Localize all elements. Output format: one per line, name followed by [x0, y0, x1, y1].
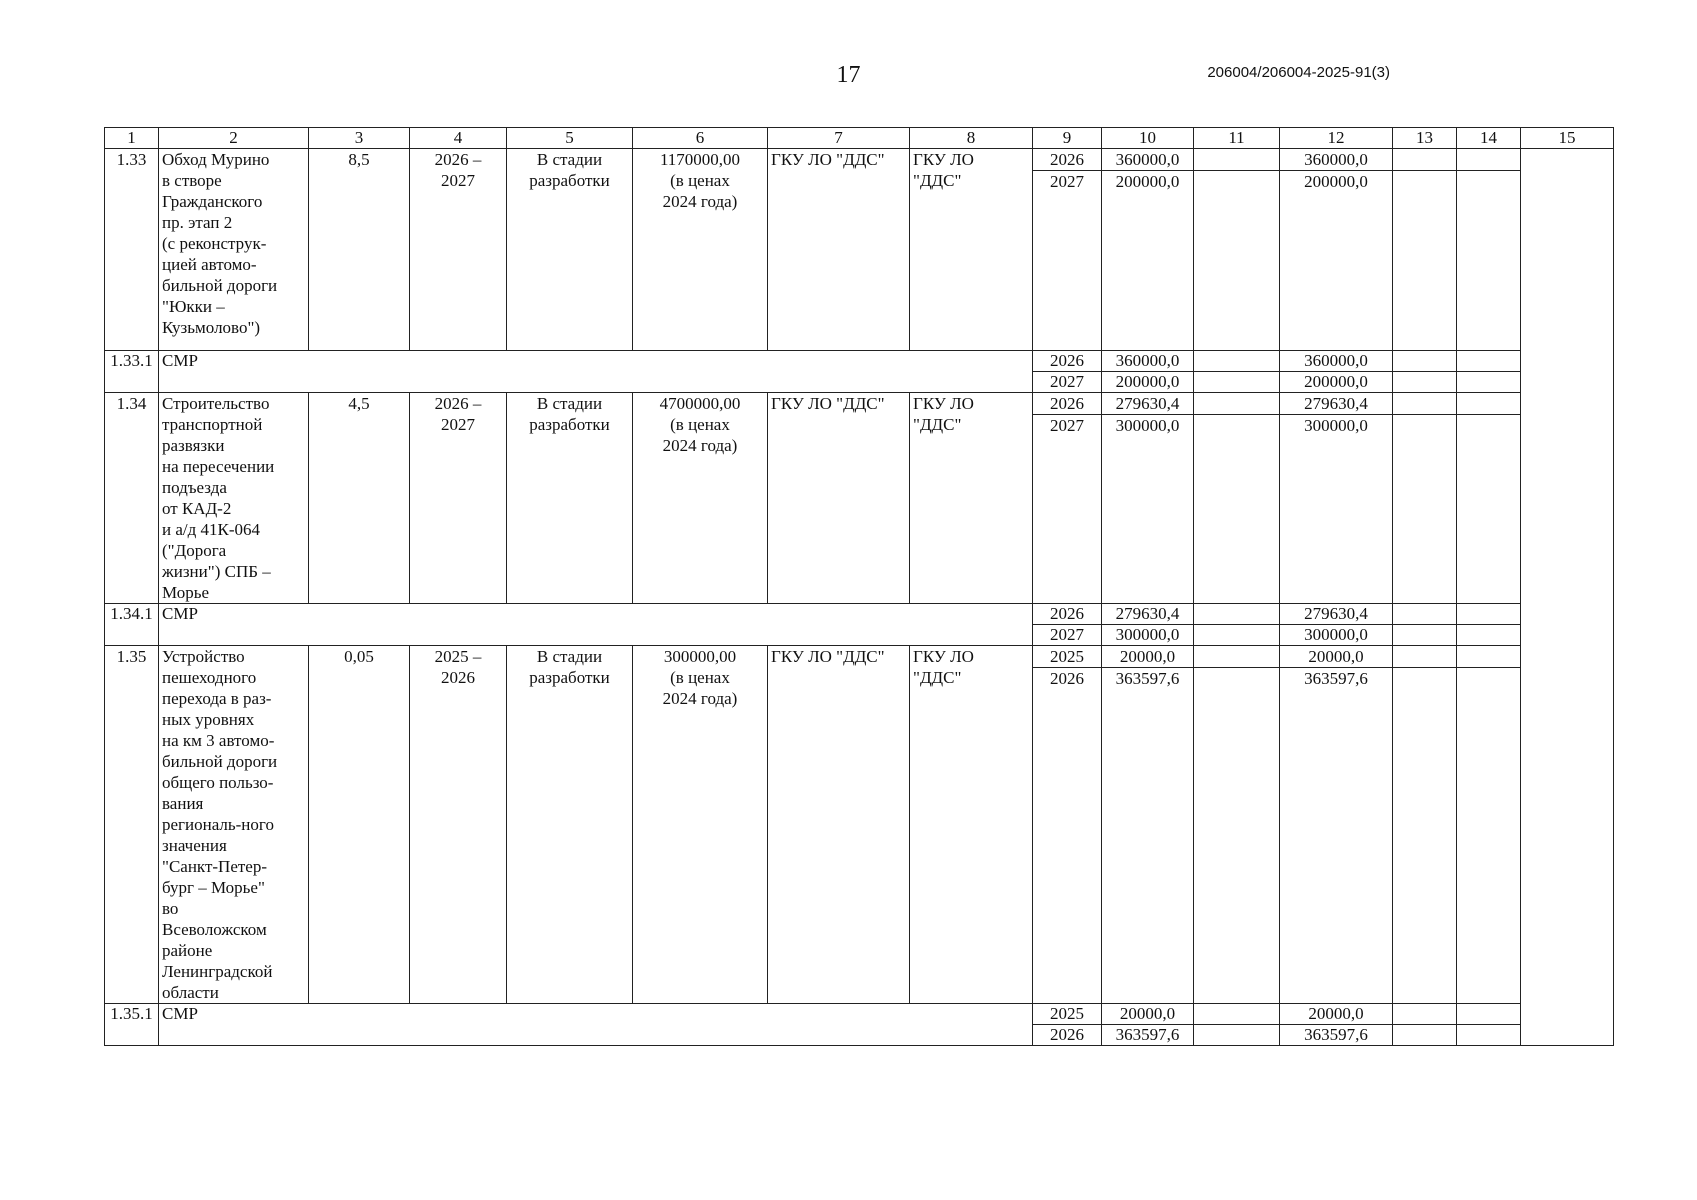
header-row	[105, 128, 1614, 149]
value-col12: 200000,0	[1280, 171, 1393, 351]
value-col10: 20000,0	[1102, 1004, 1194, 1025]
value-col12: 300000,0	[1280, 415, 1393, 604]
year-cell: 2025	[1033, 1004, 1102, 1025]
value-col11	[1194, 372, 1280, 393]
value-col12: 363597,6	[1280, 1025, 1393, 1046]
value-col13	[1393, 1025, 1457, 1046]
document-id: 206004/206004-2025-91(3)	[1207, 64, 1390, 81]
table-row	[105, 646, 1614, 668]
value-col10: 200000,0	[1102, 171, 1194, 351]
col-header: 5	[507, 128, 633, 149]
item-name: Устройство пешеходного перехода в раз- ных уровнях на км 3 автомо- бильной дороги общего пользо- вания региональ-ного значения "Санкт-Петер- бург – Морье" во Всеволожском районе Ленинградской области	[159, 646, 309, 1004]
item-cost: 4700000,00 (в ценах 2024 года)	[633, 393, 768, 604]
year-cell: 2026	[1033, 351, 1102, 372]
value-col14	[1457, 149, 1521, 171]
value-col11	[1194, 393, 1280, 415]
col-header: 4	[410, 128, 507, 149]
col-header: 6	[633, 128, 768, 149]
year-cell: 2026	[1033, 668, 1102, 1004]
item-number: 1.33	[105, 149, 159, 351]
item-number: 1.35	[105, 646, 159, 1004]
year-cell: 2027	[1033, 415, 1102, 604]
item-stage: В стадии разработки	[507, 646, 633, 1004]
col-header: 12	[1280, 128, 1393, 149]
year-cell: 2027	[1033, 372, 1102, 393]
sub-item-number: 1.35.1	[105, 1004, 159, 1046]
value-col12: 20000,0	[1280, 1004, 1393, 1025]
value-col11	[1194, 625, 1280, 646]
value-col13	[1393, 171, 1457, 351]
year-cell: 2027	[1033, 625, 1102, 646]
item-period: 2026 – 2027	[410, 149, 507, 351]
value-col11	[1194, 668, 1280, 1004]
subtable-row	[105, 1004, 1614, 1025]
item-developer: ГКУ ЛО "ДДС"	[910, 149, 1033, 351]
item-period: 2025 – 2026	[410, 646, 507, 1004]
col-header: 2	[159, 128, 309, 149]
value-col13	[1393, 393, 1457, 415]
value-col14	[1457, 372, 1521, 393]
sub-item-number: 1.33.1	[105, 351, 159, 393]
value-col12: 300000,0	[1280, 625, 1393, 646]
value-col10: 279630,4	[1102, 393, 1194, 415]
item-length: 8,5	[309, 149, 410, 351]
value-col10: 200000,0	[1102, 372, 1194, 393]
value-col14	[1457, 625, 1521, 646]
value-col10: 20000,0	[1102, 646, 1194, 668]
value-col11	[1194, 646, 1280, 668]
item-developer: ГКУ ЛО "ДДС"	[910, 393, 1033, 604]
col-header: 14	[1457, 128, 1521, 149]
item-stage: В стадии разработки	[507, 149, 633, 351]
item-cost: 300000,00 (в ценах 2024 года)	[633, 646, 768, 1004]
value-col10: 363597,6	[1102, 1025, 1194, 1046]
value-col11	[1194, 1025, 1280, 1046]
year-cell: 2026	[1033, 149, 1102, 171]
item-customer: ГКУ ЛО "ДДС"	[768, 646, 910, 1004]
value-col10: 360000,0	[1102, 351, 1194, 372]
item-customer: ГКУ ЛО "ДДС"	[768, 393, 910, 604]
year-cell: 2025	[1033, 646, 1102, 668]
col-header: 8	[910, 128, 1033, 149]
value-col11	[1194, 1004, 1280, 1025]
value-col11	[1194, 171, 1280, 351]
value-col14	[1457, 1004, 1521, 1025]
value-col14	[1457, 1025, 1521, 1046]
item-name: Строительство транспортной развязки на пересечении подъезда от КАД-2 и а/д 41К-064 ("Дорога жизни") СПБ – Морье	[159, 393, 309, 604]
year-cell: 2026	[1033, 393, 1102, 415]
value-col13	[1393, 668, 1457, 1004]
subtable-row	[105, 351, 1614, 372]
value-col12: 279630,4	[1280, 604, 1393, 625]
table-row	[105, 393, 1614, 415]
program-table	[104, 127, 1614, 1046]
item-length: 0,05	[309, 646, 410, 1004]
item-cost: 1170000,00 (в ценах 2024 года)	[633, 149, 768, 351]
value-col12: 363597,6	[1280, 668, 1393, 1004]
value-col10: 360000,0	[1102, 149, 1194, 171]
col-header: 9	[1033, 128, 1102, 149]
value-col13	[1393, 1004, 1457, 1025]
item-name: Обход Мурино в створе Гражданского пр. этап 2 (с реконструк- цией автомо- бильной дороги "Юкки – Кузьмолово")	[159, 149, 309, 351]
value-col13	[1393, 415, 1457, 604]
value-col10: 363597,6	[1102, 668, 1194, 1004]
value-col14	[1457, 351, 1521, 372]
value-col10: 300000,0	[1102, 625, 1194, 646]
value-col11	[1194, 149, 1280, 171]
year-cell: 2026	[1033, 604, 1102, 625]
item-number: 1.34	[105, 393, 159, 604]
item-stage: В стадии разработки	[507, 393, 633, 604]
item-developer: ГКУ ЛО "ДДС"	[910, 646, 1033, 1004]
table-row	[105, 149, 1614, 171]
col-header: 7	[768, 128, 910, 149]
col-header: 15	[1521, 128, 1614, 149]
value-col14	[1457, 415, 1521, 604]
value-col12: 200000,0	[1280, 372, 1393, 393]
value-col11	[1194, 351, 1280, 372]
subtable-row	[105, 604, 1614, 625]
value-col12: 279630,4	[1280, 393, 1393, 415]
value-col14	[1457, 393, 1521, 415]
value-col11	[1194, 415, 1280, 604]
value-col10: 279630,4	[1102, 604, 1194, 625]
value-col12: 360000,0	[1280, 149, 1393, 171]
value-col13	[1393, 646, 1457, 668]
value-col10: 300000,0	[1102, 415, 1194, 604]
value-col12: 20000,0	[1280, 646, 1393, 668]
col-header: 13	[1393, 128, 1457, 149]
col-header: 1	[105, 128, 159, 149]
value-col14	[1457, 668, 1521, 1004]
year-cell: 2026	[1033, 1025, 1102, 1046]
value-col12: 360000,0	[1280, 351, 1393, 372]
sub-item-label: СМР	[159, 351, 1033, 393]
sub-item-label: СМР	[159, 1004, 1033, 1046]
item-length: 4,5	[309, 393, 410, 604]
value-col15	[1521, 149, 1614, 1046]
value-col13	[1393, 625, 1457, 646]
item-customer: ГКУ ЛО "ДДС"	[768, 149, 910, 351]
sub-item-label: СМР	[159, 604, 1033, 646]
col-header: 3	[309, 128, 410, 149]
value-col13	[1393, 372, 1457, 393]
item-period: 2026 – 2027	[410, 393, 507, 604]
value-col14	[1457, 646, 1521, 668]
value-col14	[1457, 171, 1521, 351]
page-number: 17	[836, 62, 861, 88]
value-col13	[1393, 351, 1457, 372]
value-col13	[1393, 149, 1457, 171]
value-col14	[1457, 604, 1521, 625]
col-header: 10	[1102, 128, 1194, 149]
value-col11	[1194, 604, 1280, 625]
sub-item-number: 1.34.1	[105, 604, 159, 646]
col-header: 11	[1194, 128, 1280, 149]
value-col13	[1393, 604, 1457, 625]
year-cell: 2027	[1033, 171, 1102, 351]
